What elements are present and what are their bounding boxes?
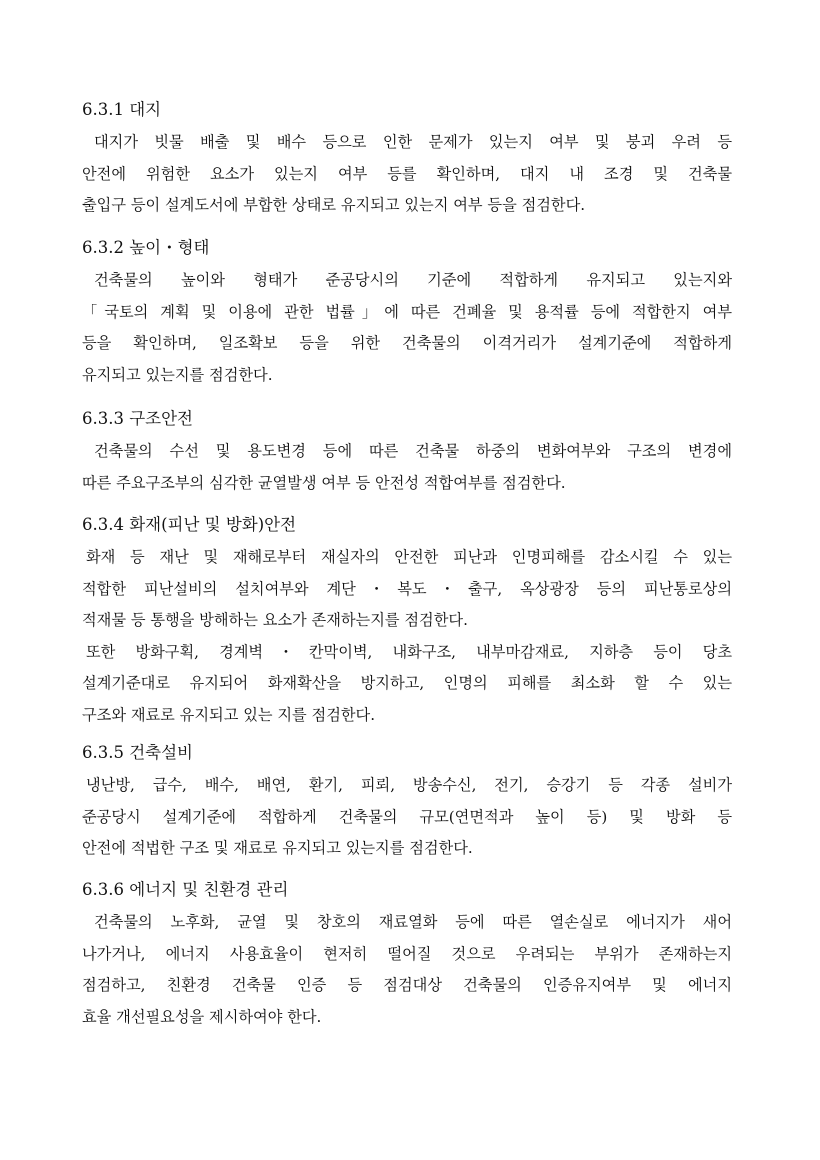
body-line: 「국토의 계획 및 이용에 관한 법률」에 따른 건폐율 및 용적률 등에 적합한지 여부 [82, 302, 732, 321]
body-line: 등을 확인하며, 일조확보 등을 위한 건축물의 이격거리가 설계기준에 적합하게 [82, 334, 732, 353]
body-line: 나가거나, 에너지 사용효율이 현저히 떨어질 것으로 우려되는 부위가 존재하는지 [82, 944, 732, 963]
section-energy-environment [82, 873, 732, 1033]
body-line: 화재 등 재난 및 재해로부터 재실자의 안전한 피난과 인명피해를 감소시킬 수 있는 [86, 548, 732, 566]
body-line: 준공당시 설계기준에 적합하게 건축물의 규모(연면적과 높이 등) 및 방화 등 [82, 807, 732, 826]
body-line: 적재물 등 통행을 방해하는 요소가 존재하는지를 점검한다. [82, 611, 468, 630]
section-building-equipment [82, 736, 732, 865]
body-line: 점검하고, 친환경 건축물 인증 등 점검대상 건축물의 인증유지여부 및 에너지 [82, 976, 732, 995]
section-heading: 6.3.3 구조안전 [82, 409, 193, 428]
body-line: 또한 방화구획, 경계벽・칸막이벽, 내화구조, 내부마감재료, 지하층 등이 당초 [86, 642, 732, 661]
section-heading: 6.3.5 건축설비 [82, 743, 193, 762]
body-line: 구조와 재료로 유지되고 있는 지를 점검한다. [82, 705, 376, 724]
section-site [82, 93, 732, 222]
section-heading: 6.3.1 대지 [82, 100, 162, 119]
section-fire-safety [82, 508, 732, 732]
body-line: 안전에 적법한 구조 및 재료로 유지되고 있는지를 점검한다. [82, 839, 473, 858]
section-heading: 6.3.4 화재(피난 및 방화)안전 [82, 515, 297, 534]
body-line: 유지되고 있는지를 점검한다. [82, 365, 273, 384]
section-heading: 6.3.6 에너지 및 친환경 관리 [82, 880, 289, 899]
body-line: 대지가 빗물 배출 및 배수 등으로 인한 문제가 있는지 여부 및 붕괴 우려 등 [94, 133, 732, 151]
body-line: 효율 개선필요성을 제시하여야 한다. [82, 1007, 322, 1026]
body-line: 건축물의 노후화, 균열 및 창호의 재료열화 등에 따른 열손실로 에너지가 새어 [94, 913, 732, 931]
body-line: 따른 주요구조부의 심각한 균열발생 여부 등 안전성 적합여부를 점검한다. [82, 473, 566, 492]
body-line: 건축물의 높이와 형태가 준공당시의 기준에 적합하게 유지되고 있는지와 [94, 271, 732, 289]
body-line: 적합한 피난설비의 설치여부와 계단・복도・출구, 옥상광장 등의 피난통로상의 [82, 579, 732, 598]
body-line: 설계기준대로 유지되어 화재확산을 방지하고, 인명의 피해를 최소화 할 수 있는 [82, 674, 732, 693]
body-line: 건축물의 수선 및 용도변경 등에 따른 건축물 하중의 변화여부와 구조의 변경에 [94, 442, 732, 460]
body-line: 냉난방, 급수, 배수, 배연, 환기, 피뢰, 방송수신, 전기, 승강기 등 각종 설비가 [86, 776, 732, 794]
body-line: 안전에 위험한 요소가 있는지 여부 등를 확인하며, 대지 내 조경 및 건축물 [82, 164, 732, 183]
section-heading: 6.3.2 높이・형태 [82, 238, 210, 257]
body-line: 출입구 등이 설계도서에 부합한 상태로 유지되고 있는지 여부 등을 점검한다. [82, 196, 586, 215]
section-structural-safety [82, 402, 732, 499]
section-height-form [82, 231, 732, 391]
